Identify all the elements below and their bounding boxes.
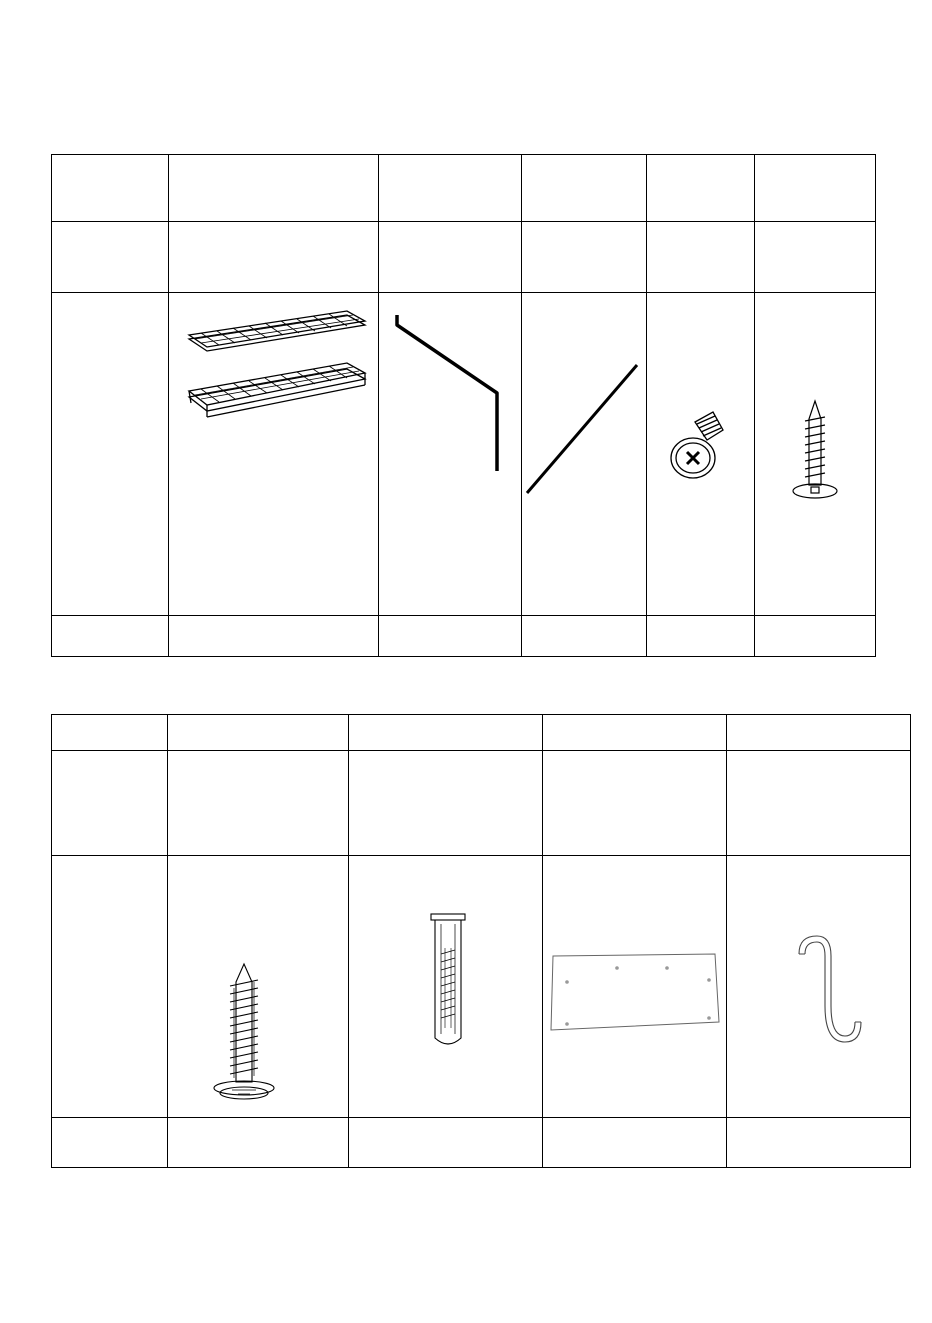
wood-screw-icon: [775, 397, 855, 507]
table-cell: [647, 616, 755, 657]
table-cell-image: [543, 856, 727, 1118]
table-cell: [168, 1118, 349, 1168]
table-cell: [647, 155, 755, 222]
table-cell: [169, 616, 379, 657]
table-cell: [52, 222, 169, 293]
table-cell: [727, 1118, 911, 1168]
mounting-template-icon: [543, 934, 727, 1034]
parts-table-1: [51, 154, 876, 657]
table-cell-image: [522, 293, 647, 616]
table-row-header: [52, 155, 876, 222]
table-cell-image: [379, 293, 522, 616]
table-cell: [543, 715, 727, 751]
table-cell: [168, 715, 349, 751]
table-cell: [52, 1118, 168, 1168]
table-cell-image: [169, 293, 379, 616]
table-cell: [522, 222, 647, 293]
table-row-label: [52, 222, 876, 293]
table-cell: [543, 751, 727, 856]
table-cell-image: [647, 293, 755, 616]
table-cell-image: [755, 293, 876, 616]
table-row-quantity: [52, 1118, 911, 1168]
long-wood-screw-icon: [168, 952, 349, 1112]
table-row-images: [52, 856, 911, 1118]
table-cell: [168, 751, 349, 856]
table-cell: [52, 155, 169, 222]
table-cell: [349, 1118, 543, 1168]
table-cell: [52, 751, 168, 856]
table-row-images: [52, 293, 876, 616]
table-cell: [379, 616, 522, 657]
table-cell: [522, 616, 647, 657]
table-cell: [349, 715, 543, 751]
s-hook-icon: [727, 914, 911, 1054]
table-cell: [169, 155, 379, 222]
table-cell: [522, 155, 647, 222]
table-cell-image: [727, 856, 911, 1118]
wire-shelf-pair-icon: [169, 293, 379, 433]
table-row-quantity: [52, 616, 876, 657]
table-cell-image: [168, 856, 349, 1118]
table-cell: [349, 751, 543, 856]
table-cell: [755, 616, 876, 657]
table-cell: [755, 155, 876, 222]
table-cell: [543, 1118, 727, 1168]
table-cell: [647, 222, 755, 293]
table-cell: [169, 222, 379, 293]
parts-table-2: [51, 714, 911, 1168]
table-row-header: [52, 715, 911, 751]
table-cell: [52, 856, 168, 1118]
bent-rod-icon: [379, 293, 522, 483]
table-cell: [379, 155, 522, 222]
table-cell: [52, 715, 168, 751]
table-row-label: [52, 751, 911, 856]
table-cell: [727, 715, 911, 751]
table-cell: [52, 616, 169, 657]
table-cell: [755, 222, 876, 293]
table-cell-image: [349, 856, 543, 1118]
wall-anchor-icon: [349, 904, 543, 1064]
table-cell: [727, 751, 911, 856]
machine-screw-icon: [661, 402, 741, 502]
straight-rod-icon: [522, 293, 647, 503]
table-cell: [52, 293, 169, 616]
table-cell: [379, 222, 522, 293]
